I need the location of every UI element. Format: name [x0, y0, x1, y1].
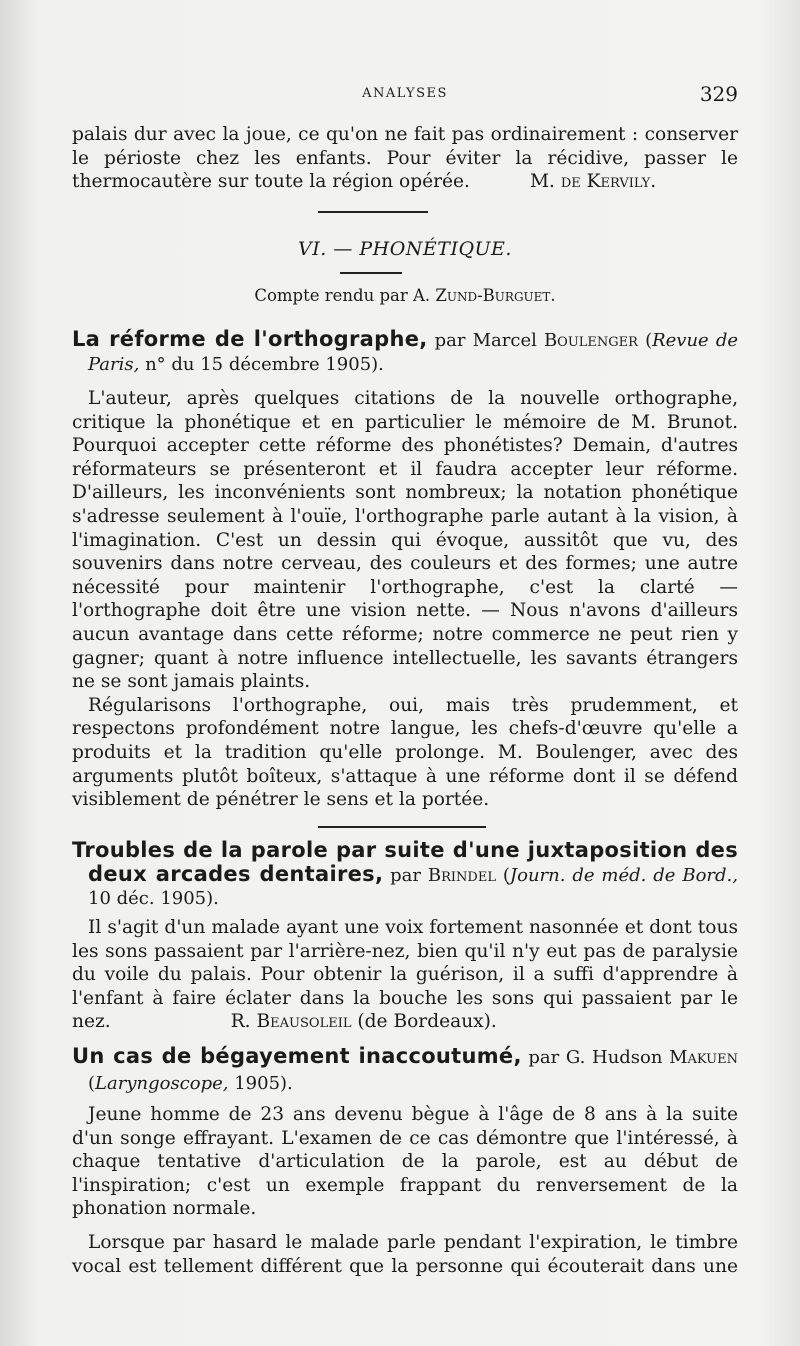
article-1-para-1: L'auteur, après quelques citations de la nouvelle orthographe, critique la phonétique et en particulier le mémoire de M. Brunot. Pourquoi accepter cette réforme des phonétistes? Demain, d'autres réformateurs se présenteront et il faudra accepter leur réforme. D'ailleurs, les inconvénients sont nombreux; la notation phonétique s'adresse seulement à l'ouïe, l'orthographe parle autant à la vision, à l'imagination. C'est un dessin qui évoque, aussitôt que vu, des souvenirs dans notre cerveau, des couleurs et des formes; une autre nécessité pour maintenir l'orthographe, c'est la clarté — l'orthographe doit être une vision nette. — Nous n'avons d'ailleurs aucun avantage dans cette réforme; notre commerce ne peut rien y gagner; quant à notre influence intellectuelle, les savants étrangers ne se sont jamais plaints.	[72, 388, 738, 693]
intro-block	[72, 123, 738, 194]
article-1-heading: La réforme de l'orthographe, par Marcel Boulenger (Revue de Paris, n° du 15 décembre 1905).	[72, 327, 738, 375]
divider	[318, 211, 428, 213]
running-title: ANALYSES	[362, 86, 448, 101]
article-3-para-1: Jeune homme de 23 ans devenu bègue à l'âge de 8 ans à la suite d'un songe effrayant. L'examen de ce cas démontre que l'intéressé, à chaque tentative d'articulation de la parole, est au début de l'inspiration; c'est un exemple frappant du renversement de la phonation normale.	[72, 1104, 738, 1220]
article-2	[72, 839, 738, 1034]
divider	[340, 272, 402, 274]
article-1-title: La réforme de l'orthographe,	[72, 327, 428, 351]
page-number: 329	[699, 82, 738, 106]
article-3-heading: Un cas de bégayement inaccoutumé, par G. Hudson Makuen (Laryngoscope, 1905).	[72, 1044, 738, 1094]
section-title: VI. — PHONÉTIQUE.	[298, 238, 512, 260]
article-3-para-2: Lorsque par hasard le malade parle pendant l'expiration, le timbre vocal est tellement différent que la personne qui écouterait dans une	[72, 1231, 738, 1277]
article-2-para-1: Il s'agit d'un malade ayant une voix fortement nasonnée et dont tous les sons passaient par l'arrière-nez, bien qu'il n'y eut pas de paralysie du voile du palais. Pour obtenir la guérison, il a suffi d'apprendre à l'enfant à faire éclater dans la bouche les sons qui passaient par le nez. R. Beausoleil (de Bordeaux).	[72, 917, 738, 1033]
compte-rendu: Compte rendu par A. Zund-Burguet.	[254, 286, 556, 305]
intro-text: palais dur avec la joue, ce qu'on ne fait pas ordinairement : conserver le périoste chez les enfants. Pour éviter la récidive, passer le thermocautère sur toute la région opérée. M. de Kervily.	[72, 124, 738, 193]
article-1-para-2: Régularisons l'orthographe, oui, mais très prudemment, et respectons profondément notre langue, les chefs-d'œuvre qu'elle a produits et la tradition qu'elle prolonge. M. Boulenger, avec des arguments plutôt boîteux, s'attaque à une réforme dont il se défend visiblement de pénétrer le sens et la portée.	[72, 694, 738, 811]
article-2-title: Troubles de la parole par suite d'une juxtaposition des deux arcades dentaires,	[72, 838, 738, 886]
article-2-signature: R. Beausoleil (de Bordeaux).	[230, 1011, 497, 1033]
article-3	[72, 1043, 738, 1278]
article-2-heading: Troubles de la parole par suite d'une juxtaposition des deux arcades dentaires, par Brindel (Journ. de méd. de Bord., 10 déc. 1905).	[72, 838, 738, 909]
divider	[318, 826, 486, 828]
intro-signature: M. de Kervily.	[529, 171, 657, 193]
article-3-title: Un cas de bégayement inaccoutumé,	[72, 1044, 522, 1068]
running-head	[72, 82, 738, 106]
article-1	[72, 327, 738, 812]
